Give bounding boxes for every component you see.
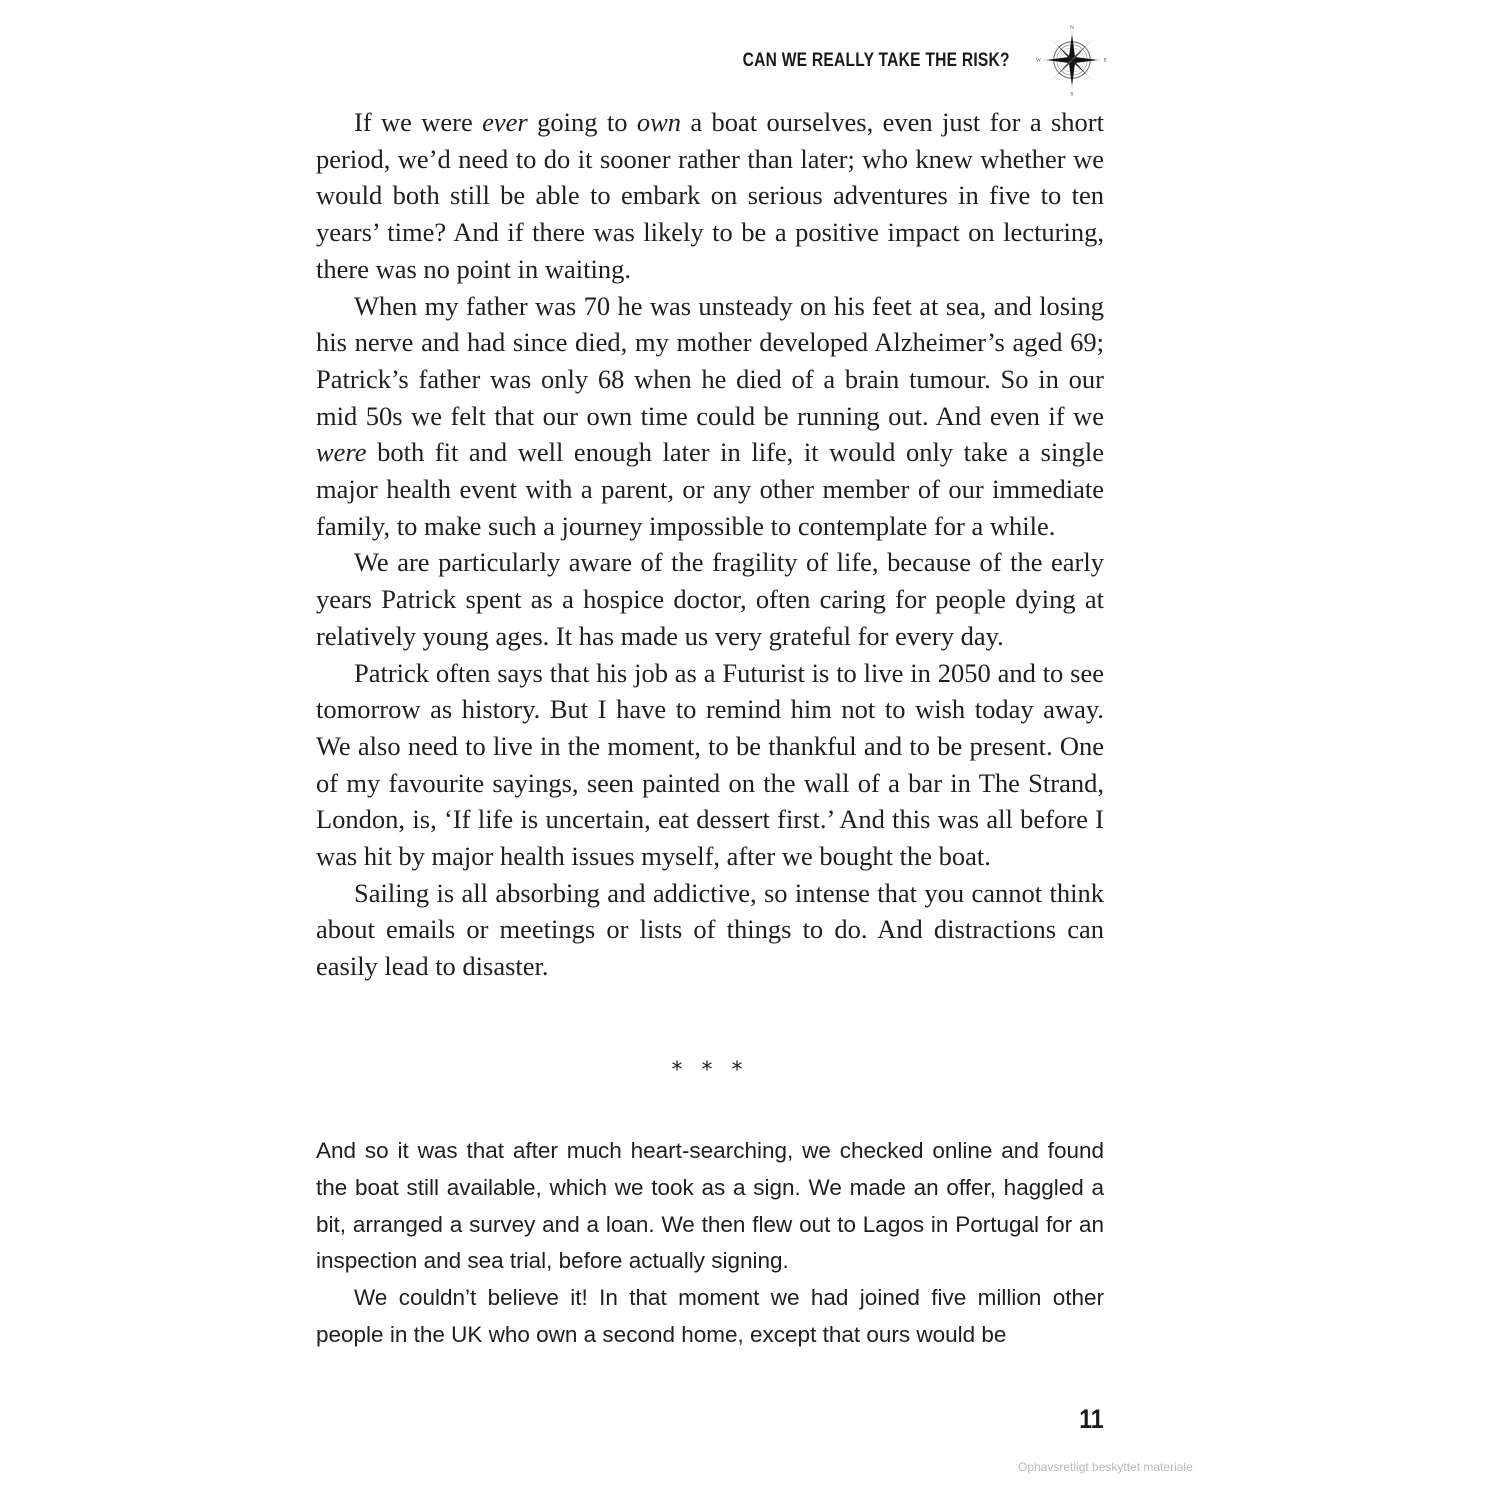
section-break: * * * xyxy=(671,1058,749,1083)
running-head: CAN WE REALLY TAKE THE RISK? xyxy=(742,50,1010,71)
paragraph: When my father was 70 he was unsteady on his feet at sea, and losing his nerve and had since died, my mother developed Alzheimer’s aged 69; Patrick’s father was only 68 when he died of a brain tumour. So in our mid 50s we felt that our own time could be running out. And even if we were both fit and well enough later in life, it would only take a single major health event with a parent, or any other member of our immediate family, to make such a journey impossible to contemplate for a while. xyxy=(316,290,1104,541)
paragraph: Patrick often says that his job as a Futurist is to live in 2050 and to see tomorrow as history. But I have to remind him not to wish today away. We also need to live in the moment, to be thankful and to be present. One of my favourite sayings, seen painted on the wall of a bar in The Strand, London, is, ‘If life is uncertain, eat dessert first.’ And this was all before I was hit by major health issues myself, after we bought the boat. xyxy=(316,657,1104,872)
compass-rose-icon xyxy=(1034,22,1110,98)
paragraph: Sailing is all absorbing and addictive, so intense that you cannot think about emails or meetings or lists of things to do. And distractions can easily lead to disaster. xyxy=(316,877,1104,982)
copyright-watermark: Ophavsretligt beskyttet materiale xyxy=(1018,1460,1193,1474)
paragraph: We are particularly aware of the fragility of life, because of the early years Patrick spent as a hospice doctor, often caring for people dying at relatively young ages. It has made us very grateful for every day. xyxy=(316,547,1104,651)
body-text xyxy=(316,104,1104,985)
svg-text:N: N xyxy=(1070,24,1074,31)
svg-text:E: E xyxy=(1103,57,1108,64)
paragraph: We couldn’t believe it! In that moment we had joined five million other people in the UK who own a second home, except that ours would be xyxy=(316,1285,1104,1347)
paragraph: And so it was that after much heart-searching, we checked online and found the boat still available, which we took as a sign. We made an offer, haggled a bit, arranged a survey and a loan. We then flew out to Lagos in Portugal for an inspection and sea trial, before actually signing. xyxy=(316,1138,1104,1274)
svg-text:S: S xyxy=(1070,91,1074,98)
section-two-text xyxy=(316,1133,1104,1354)
page-header xyxy=(700,24,1120,98)
svg-text:W: W xyxy=(1036,57,1042,64)
page-number: 11 xyxy=(1079,1404,1104,1434)
paragraph: If we were ever going to own a boat ourselves, even just for a short period, we’d need to do it sooner rather than later; who knew whether we would both still be able to embark on serious adventures in five to ten years’ time? And if there was likely to be a positive impact on lecturing, there was no point in waiting. xyxy=(316,107,1104,284)
